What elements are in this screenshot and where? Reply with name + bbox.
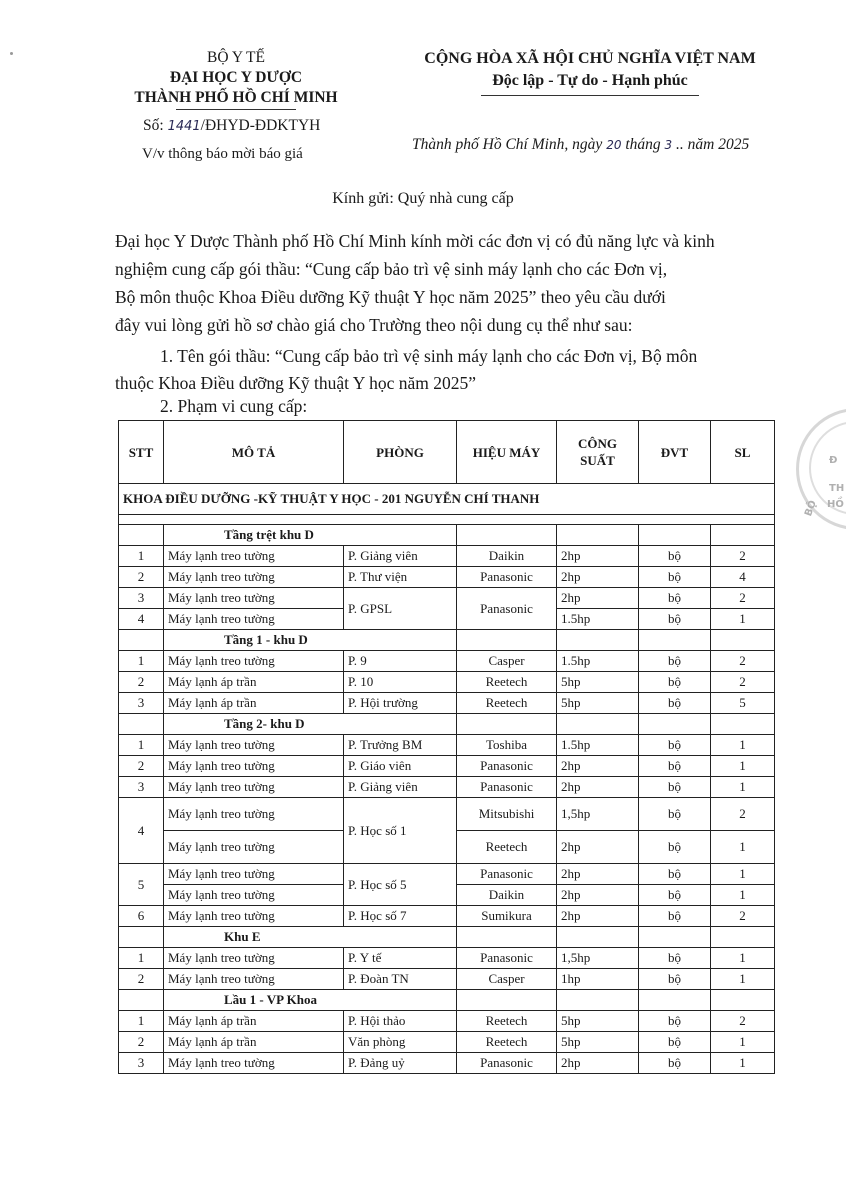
cell-dvt: bộ — [639, 906, 711, 927]
cell-hieu: Daikin — [457, 546, 557, 567]
cell-congsuat: 2hp — [557, 546, 639, 567]
cell-dvt: bộ — [639, 609, 711, 630]
document-date — [412, 136, 749, 154]
cell-hieu: Casper — [457, 969, 557, 990]
group-title: Lầu 1 - VP Khoa — [164, 990, 457, 1011]
cell-congsuat: 2hp — [557, 885, 639, 906]
header-sl: SL — [711, 421, 775, 484]
group-cell — [557, 990, 639, 1011]
cell-dvt: bộ — [639, 777, 711, 798]
cell-sl: 2 — [711, 1011, 775, 1032]
cell-stt: 3 — [119, 777, 164, 798]
cell-dvt: bộ — [639, 693, 711, 714]
group-cell — [711, 714, 775, 735]
cell-mota: Máy lạnh treo tường — [164, 609, 344, 630]
table-row — [119, 651, 775, 672]
cell-hieu: Reetech — [457, 1011, 557, 1032]
cell-dvt: bộ — [639, 831, 711, 864]
group-title: Tầng 2- khu D — [164, 714, 457, 735]
date-month-label: tháng — [625, 136, 661, 153]
cell-sl: 1 — [711, 777, 775, 798]
national-header — [420, 48, 760, 96]
header-hieumay: HIỆU MÁY — [457, 421, 557, 484]
cell-dvt: bộ — [639, 672, 711, 693]
cell-congsuat: 1.5hp — [557, 609, 639, 630]
document-number-suffix: /ĐHYD-ĐDKTYH — [200, 117, 321, 134]
intro-paragraph — [115, 227, 775, 339]
header-phong: PHÒNG — [344, 421, 457, 484]
cell-congsuat: 5hp — [557, 693, 639, 714]
group-cell — [557, 525, 639, 546]
date-year: .. năm 2025 — [676, 136, 750, 153]
cell-stt: 3 — [119, 588, 164, 609]
header-congsuat-1: CÔNG — [578, 436, 617, 451]
seal-text: TH — [829, 483, 845, 494]
cell-phong: P. 9 — [344, 651, 457, 672]
group-cell — [119, 714, 164, 735]
group-cell — [639, 927, 711, 948]
document-number — [143, 117, 320, 135]
university-name: ĐẠI HỌC Y DƯỢC — [169, 69, 303, 86]
table-row — [119, 546, 775, 567]
greeting: Kính gửi: Quý nhà cung cấp — [332, 190, 514, 207]
cell-mota: Máy lạnh treo tường — [164, 948, 344, 969]
seal-text: BỘ — [803, 499, 819, 518]
group-cell — [119, 630, 164, 651]
cell-sl: 1 — [711, 864, 775, 885]
cell-congsuat: 5hp — [557, 672, 639, 693]
cell-dvt: bộ — [639, 756, 711, 777]
group-cell — [639, 990, 711, 1011]
issuer-block — [100, 48, 372, 110]
table-row — [119, 735, 775, 756]
cell-congsuat: 2hp — [557, 831, 639, 864]
cell-stt: 2 — [119, 1032, 164, 1053]
issuer-underline — [176, 109, 296, 110]
group-title: Tầng trệt khu D — [164, 525, 457, 546]
cell-mota: Máy lạnh treo tường — [164, 588, 344, 609]
item1-line1: 1. Tên gói thầu: “Cung cấp bảo trì vệ sinh máy lạnh cho các Đơn vị, Bộ môn — [160, 346, 698, 366]
cell-hieu: Panasonic — [457, 777, 557, 798]
cell-dvt: bộ — [639, 588, 711, 609]
cell-dvt: bộ — [639, 546, 711, 567]
cell-hieu: Reetech — [457, 831, 557, 864]
cell-dvt: bộ — [639, 969, 711, 990]
cell-phong: Văn phòng — [344, 1032, 457, 1053]
header-dvt: ĐVT — [639, 421, 711, 484]
cell-congsuat: 1,5hp — [557, 798, 639, 831]
cell-sl: 1 — [711, 1053, 775, 1074]
cell-hieu: Casper — [457, 651, 557, 672]
cell-phong: P. Đoàn TN — [344, 969, 457, 990]
cell-phong: P. 10 — [344, 672, 457, 693]
cell-dvt: bộ — [639, 885, 711, 906]
cell-hieu: Panasonic — [457, 588, 557, 630]
table-row — [119, 672, 775, 693]
cell-phong: P. GPSL — [344, 588, 457, 630]
section-title: KHOA ĐIỀU DƯỠNG -KỸ THUẬT Y HỌC - 201 NGUYỄN CHÍ THANH — [119, 484, 775, 515]
date-day: 20 — [606, 138, 622, 152]
cell-phong: P. Học số 5 — [344, 864, 457, 906]
cell-phong: P. Giảng viên — [344, 546, 457, 567]
cell-mota: Máy lạnh treo tường — [164, 651, 344, 672]
cell-mota: Máy lạnh áp trần — [164, 693, 344, 714]
group-cell — [557, 630, 639, 651]
cell-sl: 1 — [711, 831, 775, 864]
cell-congsuat: 1.5hp — [557, 735, 639, 756]
cell-stt: 2 — [119, 672, 164, 693]
motto-underline — [481, 95, 699, 96]
cell-stt: 1 — [119, 735, 164, 756]
group-row — [119, 990, 775, 1011]
cell-hieu: Daikin — [457, 885, 557, 906]
cell-congsuat: 2hp — [557, 1053, 639, 1074]
cell-sl: 4 — [711, 567, 775, 588]
cell-mota: Máy lạnh treo tường — [164, 735, 344, 756]
group-cell — [639, 714, 711, 735]
cell-congsuat: 1hp — [557, 969, 639, 990]
cell-congsuat: 1.5hp — [557, 651, 639, 672]
national-motto: Độc lập - Tự do - Hạnh phúc — [492, 72, 688, 89]
intro-line: đây vui lòng gửi hồ sơ chào giá cho Trường theo nội dung cụ thể như sau: — [115, 315, 633, 335]
cell-mota: Máy lạnh áp trần — [164, 1011, 344, 1032]
cell-sl: 1 — [711, 735, 775, 756]
cell-sl: 1 — [711, 969, 775, 990]
cell-hieu: Reetech — [457, 672, 557, 693]
group-row — [119, 927, 775, 948]
table-row — [119, 567, 775, 588]
cell-dvt: bộ — [639, 1032, 711, 1053]
header-congsuat-2: SUẤT — [580, 453, 615, 468]
group-title: Khu E — [164, 927, 457, 948]
ministry-name: BỘ Y TẾ — [207, 49, 265, 66]
table-row — [119, 1032, 775, 1053]
cell-phong: P. Y tế — [344, 948, 457, 969]
cell-stt: 6 — [119, 906, 164, 927]
group-cell — [557, 714, 639, 735]
cell-phong: P. Giáo viên — [344, 756, 457, 777]
official-seal — [796, 408, 846, 530]
cell-stt: 4 — [119, 798, 164, 864]
table-row — [119, 969, 775, 990]
cell-stt: 4 — [119, 609, 164, 630]
table-header-row — [119, 421, 775, 484]
cell-hieu: Panasonic — [457, 567, 557, 588]
cell-dvt: bộ — [639, 864, 711, 885]
cell-sl: 1 — [711, 885, 775, 906]
cell-mota: Máy lạnh áp trần — [164, 1032, 344, 1053]
date-prefix: Thành phố Hồ Chí Minh, ngày — [412, 136, 603, 153]
table-row — [119, 777, 775, 798]
scan-speck — [10, 52, 13, 55]
group-title: Tầng 1 - khu D — [164, 630, 457, 651]
cell-mota: Máy lạnh áp trần — [164, 672, 344, 693]
item-scope: 2. Phạm vi cung cấp: — [160, 396, 308, 416]
table-row — [119, 693, 775, 714]
cell-sl: 2 — [711, 798, 775, 831]
cell-mota: Máy lạnh treo tường — [164, 756, 344, 777]
group-cell — [711, 630, 775, 651]
header-congsuat — [557, 421, 639, 484]
cell-congsuat: 2hp — [557, 906, 639, 927]
table-row — [119, 1011, 775, 1032]
item-package-name — [115, 343, 775, 397]
group-cell — [711, 990, 775, 1011]
cell-mota: Máy lạnh treo tường — [164, 798, 344, 831]
group-row — [119, 525, 775, 546]
cell-congsuat: 5hp — [557, 1011, 639, 1032]
cell-mota: Máy lạnh treo tường — [164, 969, 344, 990]
cell-dvt: bộ — [639, 1053, 711, 1074]
header-mota: MÔ TẢ — [164, 421, 344, 484]
group-cell — [457, 630, 557, 651]
cell-mota: Máy lạnh treo tường — [164, 831, 344, 864]
group-cell — [119, 927, 164, 948]
group-cell — [457, 714, 557, 735]
cell-mota: Máy lạnh treo tường — [164, 885, 344, 906]
city-name: THÀNH PHỐ HỒ CHÍ MINH — [134, 89, 338, 106]
intro-line: Đại học Y Dược Thành phố Hồ Chí Minh kính mời các đơn vị có đủ năng lực và kinh — [115, 231, 715, 251]
cell-phong: P. Trưởng BM — [344, 735, 457, 756]
cell-phong: P. Thư viện — [344, 567, 457, 588]
spacer-cell — [119, 515, 775, 525]
table-row — [119, 906, 775, 927]
cell-phong: P. Hội thảo — [344, 1011, 457, 1032]
cell-stt: 2 — [119, 756, 164, 777]
cell-dvt: bộ — [639, 948, 711, 969]
cell-dvt: bộ — [639, 651, 711, 672]
cell-mota: Máy lạnh treo tường — [164, 906, 344, 927]
intro-line: Bộ môn thuộc Khoa Điều dưỡng Kỹ thuật Y học năm 2025” theo yêu cầu dưới — [115, 287, 666, 307]
cell-congsuat: 2hp — [557, 567, 639, 588]
group-cell — [639, 525, 711, 546]
cell-sl: 2 — [711, 906, 775, 927]
cell-stt: 2 — [119, 567, 164, 588]
group-cell — [457, 927, 557, 948]
cell-stt: 3 — [119, 1053, 164, 1074]
cell-phong: P. Học số 1 — [344, 798, 457, 864]
cell-sl: 1 — [711, 948, 775, 969]
cell-hieu: Mitsubishi — [457, 798, 557, 831]
scope-table — [118, 420, 775, 1074]
cell-hieu: Reetech — [457, 693, 557, 714]
cell-stt: 2 — [119, 969, 164, 990]
cell-stt: 1 — [119, 1011, 164, 1032]
group-cell — [639, 630, 711, 651]
cell-congsuat: 2hp — [557, 777, 639, 798]
cell-phong: P. Hội trường — [344, 693, 457, 714]
cell-congsuat: 2hp — [557, 756, 639, 777]
table-row — [119, 864, 775, 885]
cell-hieu: Panasonic — [457, 864, 557, 885]
cell-hieu: Panasonic — [457, 1053, 557, 1074]
cell-congsuat: 1,5hp — [557, 948, 639, 969]
cell-mota: Máy lạnh treo tường — [164, 567, 344, 588]
group-cell — [457, 525, 557, 546]
cell-mota: Máy lạnh treo tường — [164, 1053, 344, 1074]
cell-phong: P. Đảng uỷ — [344, 1053, 457, 1074]
cell-hieu: Panasonic — [457, 948, 557, 969]
cell-sl: 2 — [711, 672, 775, 693]
cell-dvt: bộ — [639, 798, 711, 831]
cell-sl: 2 — [711, 588, 775, 609]
group-cell — [557, 927, 639, 948]
table-row — [119, 1053, 775, 1074]
group-cell — [119, 990, 164, 1011]
country-name: CỘNG HÒA XÃ HỘI CHỦ NGHĨA VIỆT NAM — [424, 50, 756, 67]
cell-hieu: Panasonic — [457, 756, 557, 777]
intro-line: nghiệm cung cấp gói thầu: “Cung cấp bảo trì vệ sinh máy lạnh cho các Đơn vị, — [115, 259, 668, 279]
document-number-handwritten: 1441 — [167, 119, 201, 134]
table-section-row — [119, 484, 775, 515]
cell-sl: 1 — [711, 1032, 775, 1053]
item1-line2: thuộc Khoa Điều dưỡng Kỹ thuật Y học năm 2025” — [115, 373, 477, 393]
cell-dvt: bộ — [639, 567, 711, 588]
group-cell — [711, 927, 775, 948]
group-cell — [457, 990, 557, 1011]
cell-stt: 1 — [119, 651, 164, 672]
seal-text: HỒ — [827, 499, 844, 510]
seal-text: Đ — [829, 455, 838, 466]
cell-congsuat: 5hp — [557, 1032, 639, 1053]
table-row — [119, 756, 775, 777]
cell-hieu: Sumikura — [457, 906, 557, 927]
cell-stt: 3 — [119, 693, 164, 714]
cell-mota: Máy lạnh treo tường — [164, 546, 344, 567]
document-number-label: Số: — [143, 117, 164, 134]
cell-sl: 1 — [711, 756, 775, 777]
cell-sl: 5 — [711, 693, 775, 714]
group-row — [119, 714, 775, 735]
cell-phong: P. Học số 7 — [344, 906, 457, 927]
table-spacer-row — [119, 515, 775, 525]
table-row — [119, 798, 775, 831]
cell-dvt: bộ — [639, 735, 711, 756]
cell-mota: Máy lạnh treo tường — [164, 864, 344, 885]
cell-congsuat: 2hp — [557, 588, 639, 609]
cell-phong: P. Giảng viên — [344, 777, 457, 798]
cell-hieu: Toshiba — [457, 735, 557, 756]
group-row — [119, 630, 775, 651]
cell-stt: 1 — [119, 948, 164, 969]
cell-congsuat: 2hp — [557, 864, 639, 885]
group-cell — [119, 525, 164, 546]
group-cell — [711, 525, 775, 546]
cell-mota: Máy lạnh treo tường — [164, 777, 344, 798]
table-row — [119, 948, 775, 969]
cell-sl: 1 — [711, 609, 775, 630]
table-row — [119, 588, 775, 609]
cell-stt: 5 — [119, 864, 164, 906]
document-subject: V/v thông báo mời báo giá — [142, 146, 303, 162]
date-month: 3 — [664, 138, 673, 152]
cell-sl: 2 — [711, 651, 775, 672]
header-stt: STT — [119, 421, 164, 484]
cell-sl: 2 — [711, 546, 775, 567]
cell-hieu: Reetech — [457, 1032, 557, 1053]
cell-dvt: bộ — [639, 1011, 711, 1032]
cell-stt: 1 — [119, 546, 164, 567]
